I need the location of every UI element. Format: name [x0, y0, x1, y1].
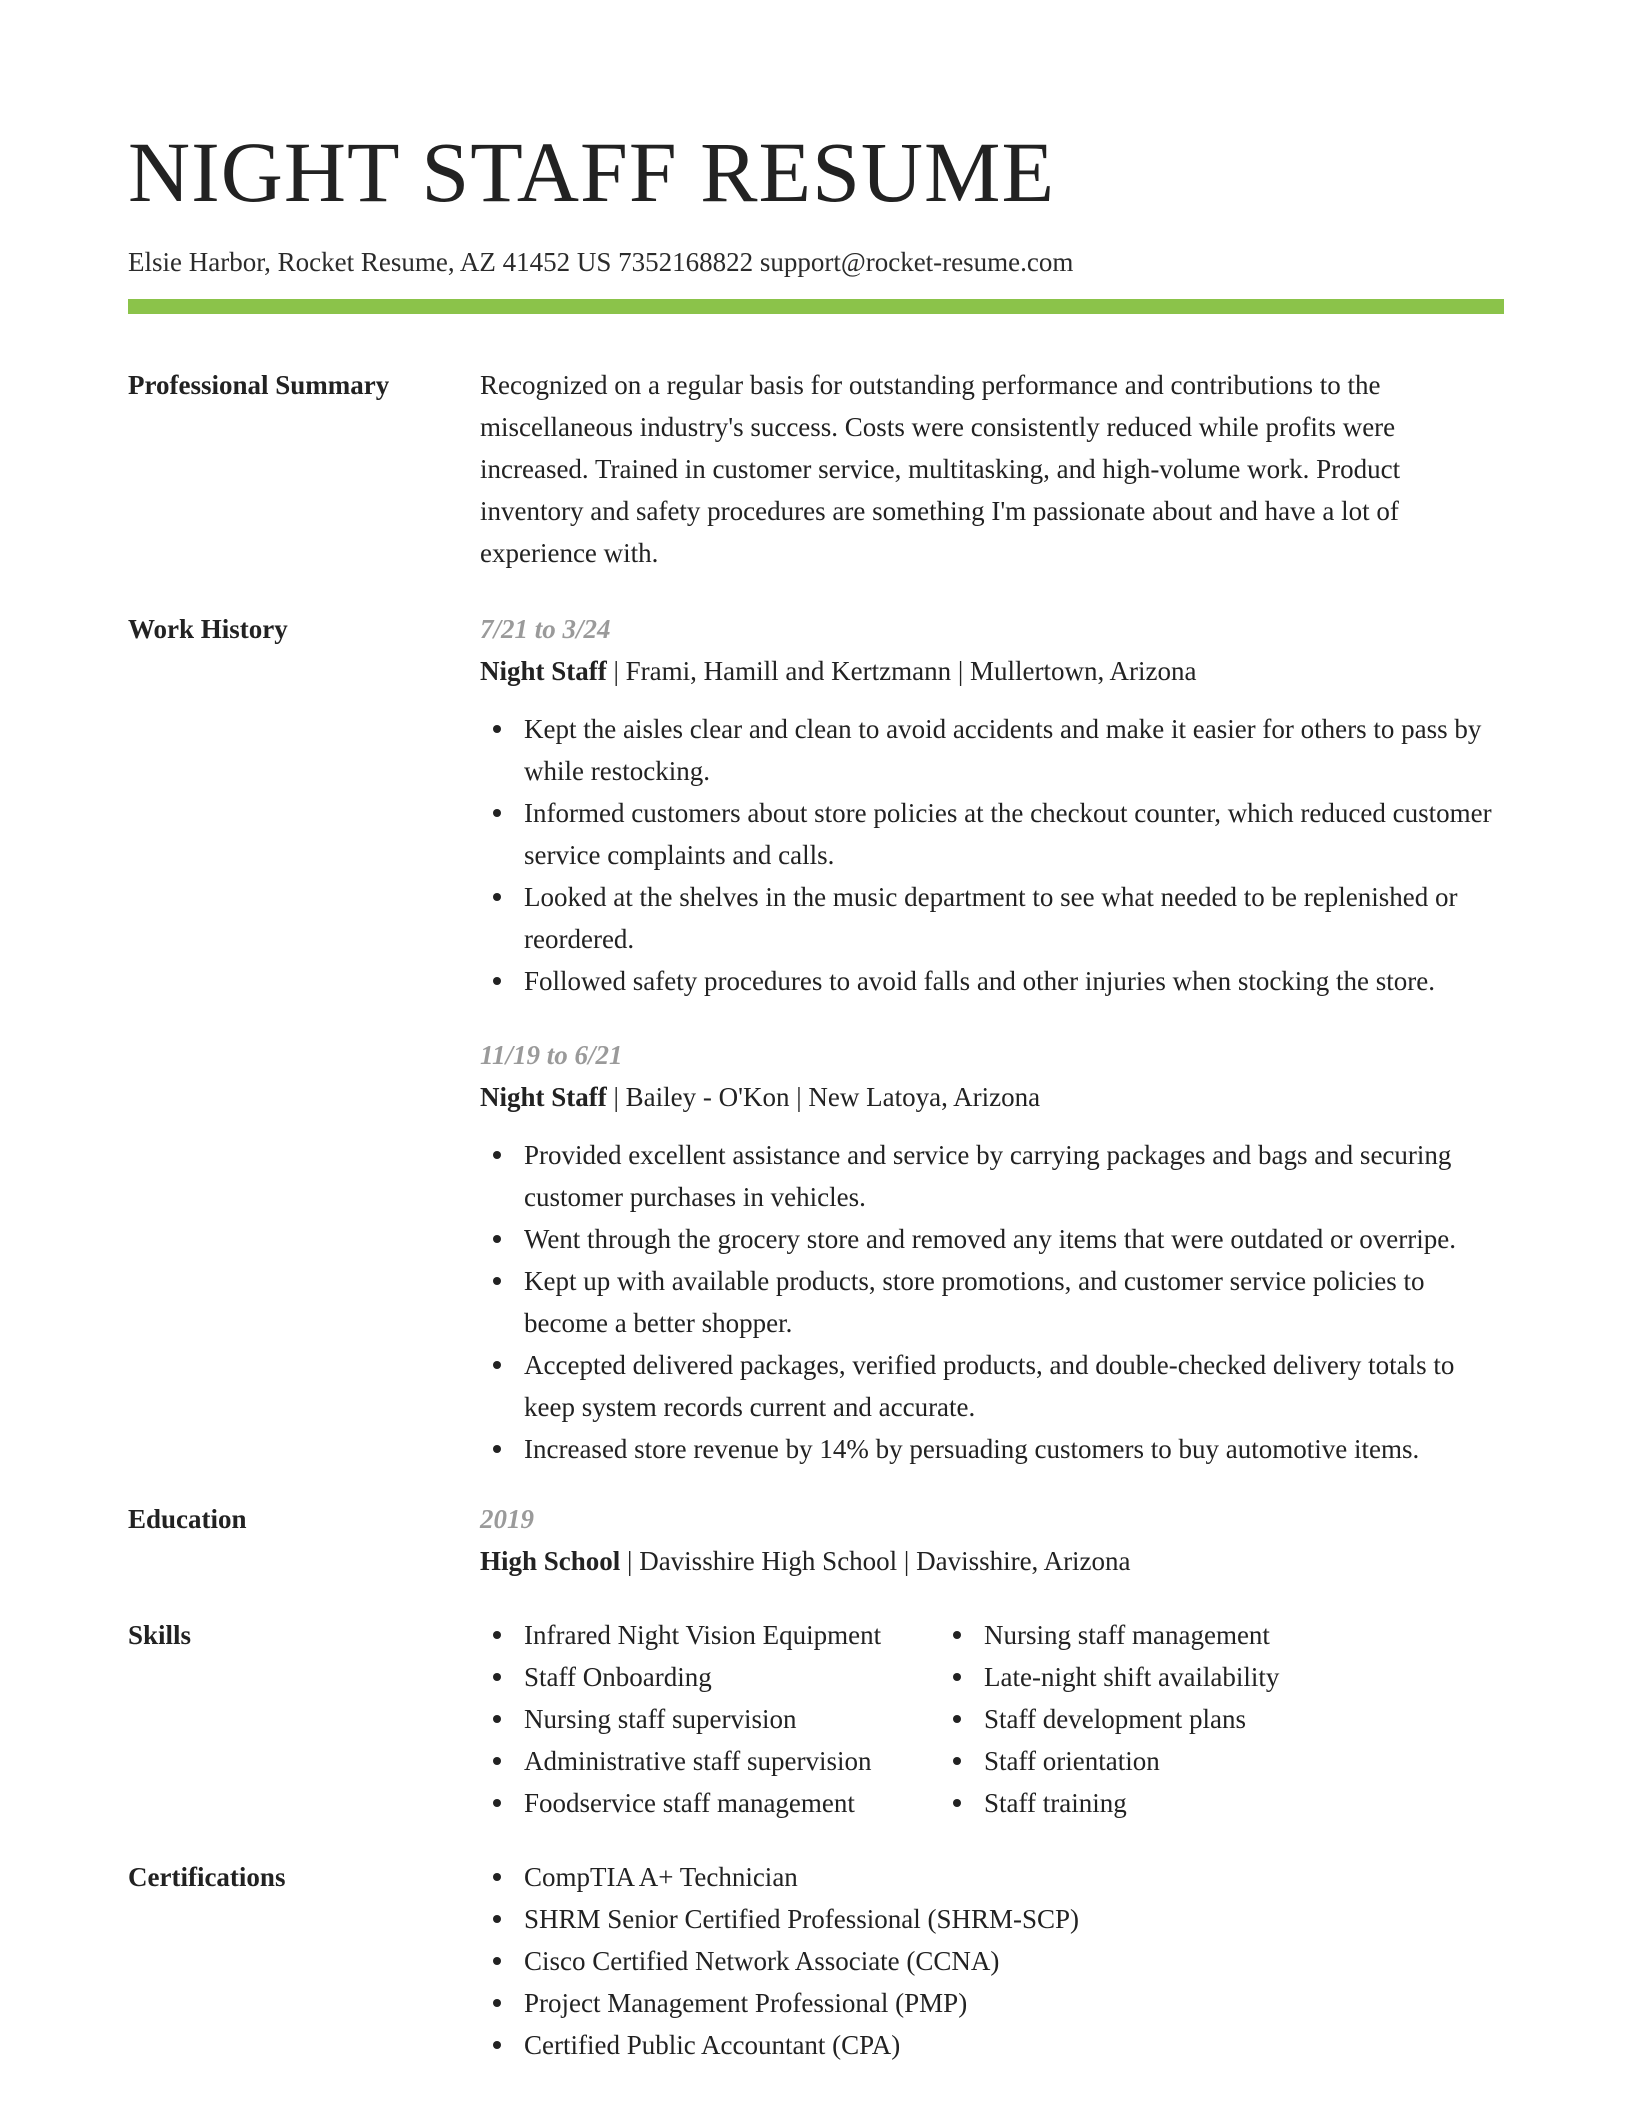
job-heading [480, 650, 1504, 692]
job-dates: 11/19 to 6/21 [480, 1040, 623, 1070]
education-body [480, 1498, 1504, 1582]
list-item: Kept up with available products, store promotions, and customer service policies to become a better shopper. [524, 1260, 1504, 1344]
list-item: SHRM Senior Certified Professional (SHRM-SCP) [524, 1898, 1504, 1940]
education-year: 2019 [480, 1504, 534, 1534]
education-degree: High School [480, 1546, 621, 1576]
section-education [128, 1498, 1504, 1582]
list-item: Informed customers about store policies at the checkout counter, which reduced customer service complaints and calls. [524, 792, 1504, 876]
list-item: Late-night shift availability [984, 1656, 1440, 1698]
list-item: Nursing staff management [984, 1614, 1440, 1656]
list-item: Went through the grocery store and removed any items that were outdated or overripe. [524, 1218, 1504, 1260]
job-entry [480, 608, 1504, 1002]
list-item: Followed safety procedures to avoid falls and other injuries when stocking the store. [524, 960, 1504, 1002]
skills-body [480, 1614, 1504, 1824]
list-item: Infrared Night Vision Equipment [524, 1614, 940, 1656]
job-title: Night Staff [480, 1082, 607, 1112]
education-details: | Davisshire High School | Davisshire, Arizona [620, 1546, 1131, 1576]
job-title: Night Staff [480, 656, 607, 686]
education-heading [480, 1540, 1504, 1582]
section-label-summary: Professional Summary [128, 370, 390, 400]
skills-column-1 [480, 1614, 940, 1824]
resume-title: NIGHT STAFF RESUME [128, 124, 1056, 220]
section-summary [128, 364, 1504, 574]
job-bullets [480, 1134, 1504, 1470]
section-label-education: Education [128, 1504, 247, 1534]
list-item: Cisco Certified Network Associate (CCNA) [524, 1940, 1504, 1982]
header-divider [128, 299, 1504, 314]
list-item: Provided excellent assistance and service by carrying packages and bags and securing customer purchases in vehicles. [524, 1134, 1504, 1218]
job-details: | Bailey - O'Kon | New Latoya, Arizona [606, 1082, 1041, 1112]
section-certifications [128, 1856, 1504, 2066]
list-item: Nursing staff supervision [524, 1698, 940, 1740]
list-item: Staff Onboarding [524, 1656, 940, 1698]
section-label-certifications: Certifications [128, 1862, 286, 1892]
section-label-skills: Skills [128, 1620, 192, 1650]
section-skills [128, 1614, 1504, 1824]
list-item: Project Management Professional (PMP) [524, 1982, 1504, 2024]
summary-text: Recognized on a regular basis for outstanding performance and contributions to the miscellaneous industry's success. Costs were consistently reduced while profits were increased. Trained in customer service, multitasking, and high-volume work. Product inventory and safety procedures are something I'm passionate about and have a lot of experience with. [480, 370, 1401, 568]
certifications-list [480, 1856, 1504, 2066]
list-item: Certified Public Accountant (CPA) [524, 2024, 1504, 2066]
list-item: Administrative staff supervision [524, 1740, 940, 1782]
section-work-history [128, 608, 1504, 1470]
list-item: Increased store revenue by 14% by persuading customers to buy automotive items. [524, 1428, 1504, 1470]
job-heading [480, 1076, 1504, 1118]
job-bullets [480, 708, 1504, 1002]
contact-line: Elsie Harbor, Rocket Resume, AZ 41452 US 7352168822 support@rocket-resume.com [128, 247, 1074, 277]
list-item: Staff development plans [984, 1698, 1440, 1740]
skills-list-1 [480, 1614, 940, 1824]
list-item: CompTIA A+ Technician [524, 1856, 1504, 1898]
list-item: Accepted delivered packages, verified products, and double-checked delivery totals to keep system records current and accurate. [524, 1344, 1504, 1428]
job-dates: 7/21 to 3/24 [480, 614, 611, 644]
section-label-work-history: Work History [128, 614, 288, 644]
list-item: Looked at the shelves in the music department to see what needed to be replenished or reordered. [524, 876, 1504, 960]
job-entry [480, 1034, 1504, 1470]
list-item: Staff orientation [984, 1740, 1440, 1782]
list-item: Foodservice staff management [524, 1782, 940, 1824]
work-history-body [480, 608, 1504, 1470]
list-item: Kept the aisles clear and clean to avoid accidents and make it easier for others to pass by while restocking. [524, 708, 1504, 792]
certifications-body [480, 1856, 1504, 2066]
skills-list-2 [940, 1614, 1440, 1824]
job-details: | Frami, Hamill and Kertzmann | Mullertown, Arizona [606, 656, 1197, 686]
list-item: Staff training [984, 1782, 1440, 1824]
skills-column-2 [940, 1614, 1440, 1824]
